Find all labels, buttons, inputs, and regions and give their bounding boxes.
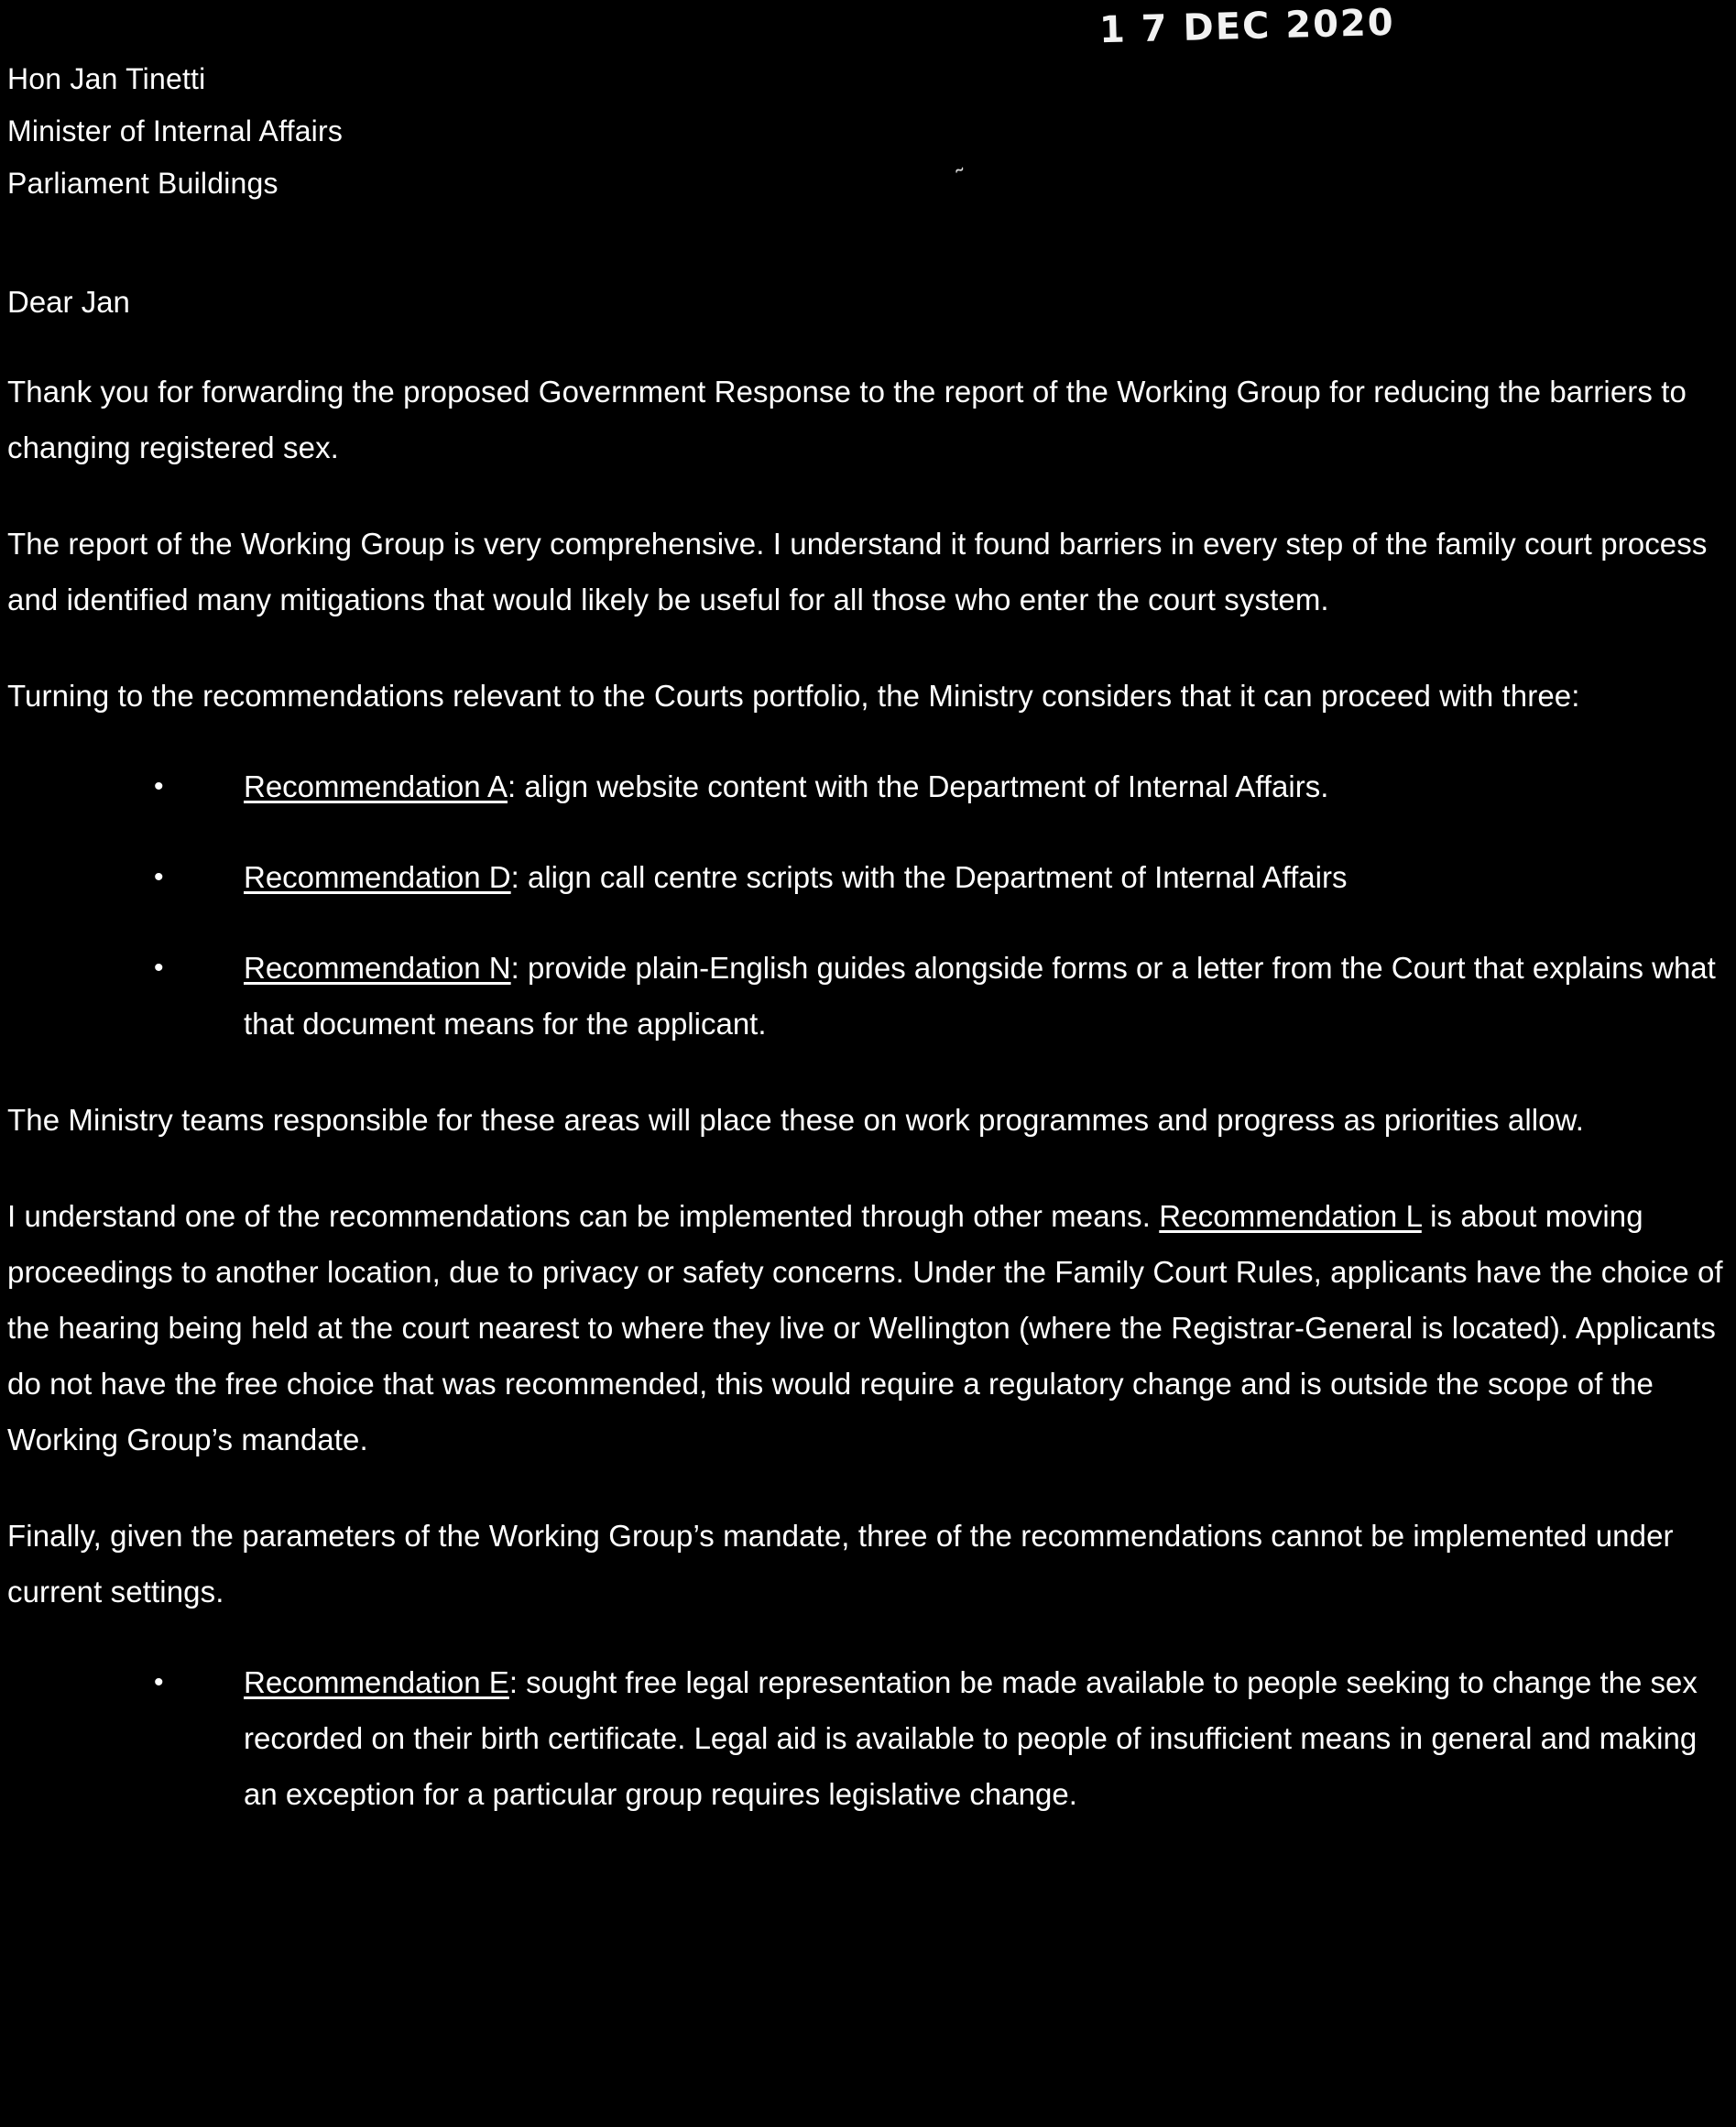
paragraph-recommendation-l-part1: I understand one of the recommendations can be implemented through other means. bbox=[7, 1199, 1160, 1233]
addressee-name: Hon Jan Tinetti bbox=[7, 62, 206, 95]
addressee-location: Parliament Buildings bbox=[7, 167, 278, 200]
paragraph-courts-portfolio: Turning to the recommendations relevant to the Courts portfolio, the Ministry considers that it can proceed with three: bbox=[7, 679, 1580, 713]
paragraph-work-programmes: The Ministry teams responsible for these areas will place these on work programmes and progress as priorities allow. bbox=[7, 1103, 1585, 1137]
bullet-icon: • bbox=[154, 1667, 164, 1697]
recommendation-text: : sought free legal representation be made available to people seeking to change the sex recorded on their birth certificate. Legal aid is available to people of insufficient means in general and making an exception for a particular group requires legislative change. bbox=[244, 1665, 1698, 1811]
letter-body bbox=[7, 53, 1730, 1857]
stray-pen-mark: ˜ bbox=[953, 162, 971, 191]
paragraph-cannot-implement: Finally, given the parameters of the Working Group’s mandate, three of the recommendations cannot be implemented under current settings. bbox=[7, 1519, 1674, 1609]
bullet-icon: • bbox=[154, 771, 164, 802]
paragraph-recommendation-l-part2: is about moving proceedings to another location, due to privacy or safety concerns. Under the Family Court Rules, applicants have the choice of the hearing being held at the court nearest to where they live or Wellington (where the Registrar-General is located). Applicants do not have the free choice that was recommended, this would require a regulatory change and is outside the scope of the Working Group’s mandate. bbox=[7, 1199, 1723, 1456]
recommendations-can-proceed-list bbox=[7, 758, 1730, 1052]
paragraph-recommendation-l bbox=[7, 1188, 1730, 1467]
bullet-icon: • bbox=[154, 953, 164, 983]
addressee-title: Minister of Internal Affairs bbox=[7, 115, 344, 147]
bullet-icon: • bbox=[154, 862, 164, 892]
list-item bbox=[154, 849, 1730, 905]
list-item bbox=[154, 758, 1730, 814]
date-stamp: 1 7 DEC 2020 bbox=[1098, 1, 1396, 52]
paragraph-report-comprehensive: The report of the Working Group is very comprehensive. I understand it found barriers in every step of the family court process and identified many mitigations that would likely be useful for all those who enter the court system. bbox=[7, 527, 1708, 616]
paragraph-thank-you: Thank you for forwarding the proposed Government Response to the report of the Working Group for reducing the barriers to changing registered sex. bbox=[7, 375, 1687, 464]
list-item bbox=[154, 1654, 1730, 1822]
recommendation-text: : align call centre scripts with the Department of Internal Affairs bbox=[510, 860, 1348, 894]
recommendation-text: : align website content with the Department of Internal Affairs. bbox=[508, 769, 1329, 803]
recommendation-l-label: Recommendation L bbox=[1159, 1199, 1422, 1233]
list-item bbox=[154, 940, 1730, 1052]
recommendation-label: Recommendation A bbox=[244, 769, 508, 803]
recommendation-text: : provide plain-English guides alongside forms or a letter from the Court that explains what that document means for the applicant. bbox=[244, 951, 1716, 1041]
salutation: Dear Jan bbox=[7, 285, 130, 319]
recommendation-label: Recommendation D bbox=[244, 860, 511, 894]
recommendation-label: Recommendation E bbox=[244, 1665, 509, 1699]
addressee-block bbox=[7, 53, 1730, 210]
recommendation-label: Recommendation N bbox=[244, 951, 511, 985]
recommendations-cannot-proceed-list bbox=[7, 1654, 1730, 1822]
